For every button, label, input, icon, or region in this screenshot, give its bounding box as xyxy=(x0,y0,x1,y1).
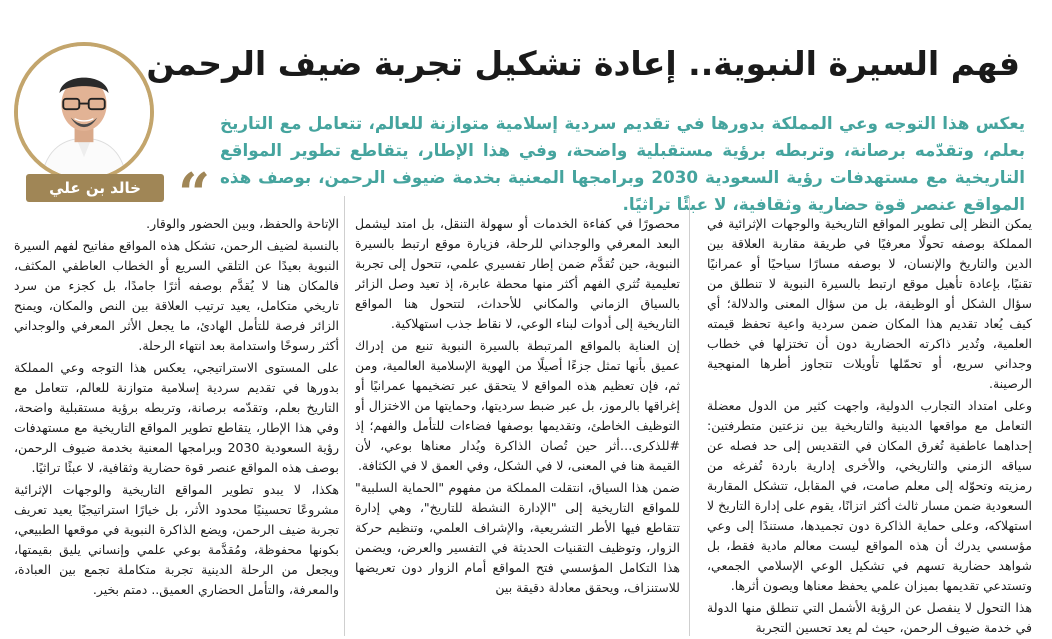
quote-open-icon: “ xyxy=(178,161,211,227)
body-paragraph: يمكن النظر إلى تطوير المواقع التاريخية والوجهات الإثرائية في المملكة بوصفه تحولًا معرفيًا في طريقة مقاربة العلاقة بين الدين والتاريخ والإنسان، لا بوصفه مسارًا سياحيًا أو عمرانيًا تقنيًا، بإعادة تأهيل موقع ارتبط بالسيرة النبوية لا تنطلق من سؤال الشكل أو الوظيفة، بل من سؤال المعنى والدلالة؛ أي كيف يُعاد تقديم هذا المكان ضمن سردية واعية تحفظ قيمته العلمية، وتُدير ذاكرته الحضارية دون أن تختزلها في خطاب وجداني سريع، أو تحمّلها تأويلات تتجاوز أطرها المنهجية الرصينة. xyxy=(707,216,1032,391)
body-paragraph: ضمن هذا السياق، انتقلت المملكة من مفهوم "الحماية السلبية" للمواقع التاريخية إلى "الإدارة النشطة للتاريخ"، وهي إدارة تتقاطع فيها الأطر التشريعية، والإشراف العلمي، وتنظيم حركة الزوار، وتوظيف التقنيات الحديثة في التفسير والعرض، ويضمن هذا التكامل المؤسسي فتح المواقع أمام الزوار دون تعريضها للاستنزاف، ويحقق معادلة دقيقة بين xyxy=(355,480,680,595)
body-paragraph: وعلى امتداد التجارب الدولية، واجهت كثير من الدول معضلة التعامل مع مواقعها الدينية والتاريخية بين نزعتين متطرفتين: إحداهما عاطفية تُغرق المكان في التقديس إلى حد فصله عن سياقه الزمني والتاريخي، والأخرى إدارية باردة تُفرغه من رمزيته وتحوّله إلى معلم صامت، في المقابل، تتشكل المقاربة السعودية ضمن مسار ثالث أكثر اتزانًا، يقوم على إدارة التاريخ لا استهلاكه، وعلى حماية الذاكرة دون تجميدها، مستندًا إلى وعي مؤسسي يدرك أن هذه المواقع ليست معالم مادية فقط، بل شواهد حضارية تسهم في تشكيل الوعي الإسلامي الجمعي، وتستدعي تقديمها بميزان علمي يحفظ معناها ويصون أثرها. xyxy=(707,398,1032,593)
article-column-2 xyxy=(355,214,680,638)
body-paragraph: على المستوى الاستراتيجي، يعكس هذا التوجه وعي المملكة بدورها في تقديم سردية إسلامية متوازنة للعالم، تتعامل مع التاريخ بعلم، وتقدّمه برصانة، وتربطه برؤية مستقبلية واضحة، وفي هذا الإطار، يتقاطع تطوير المواقع التاريخية مع مستهدفات رؤية السعودية 2030 وبرامجها المعنية بخدمة ضيوف الرحمن، بوصف هذه المواقع عنصر قوة حضارية وثقافية، لا عبئًا تراثيًا. xyxy=(14,360,339,475)
article-column-3 xyxy=(14,214,339,638)
column-divider xyxy=(689,196,690,636)
author-name: خالد بن علي المطرفي xyxy=(26,174,164,202)
body-paragraph: هذا التحول لا ينفصل عن الرؤية الأشمل التي تنطلق منها الدولة في خدمة ضيوف الرحمن، حيث لم يعد تحسين التجربة xyxy=(707,600,1032,635)
body-paragraph: الإتاحة والحفظ، وبين الحضور والوقار. xyxy=(146,216,339,231)
body-paragraph: هكذا، لا يبدو تطوير المواقع التاريخية والوجهات الإثرائية مشروعًا تحسينيًا محدود الأثر، بل خيارًا استراتيجيًا يعيد تعريف تجربة ضيف الرحمن، ويضع الذاكرة النبوية في موقعها الطبيعي، بكونها محفوظة، ومُقدَّمة بوعي علمي وإنساني يليق بقيمتها، ويجعل من الرحلة الدينية تجربة متكاملة تجمع بين العبادة، والمعرفة، والتأمل الحضاري العميق.. دمتم بخير. xyxy=(14,482,339,597)
author-photo xyxy=(14,42,154,182)
body-paragraph: إن العناية بالمواقع المرتبطة بالسيرة النبوية تنبع من إدراك عميق بأنها تمثل جزءًا أصيلًا من الهوية الإسلامية العالمية، ومن ثم، فإن تعظيم هذه المواقع لا يتحقق عبر تضخيمها عمرانيًا أو إغراقها بالرموز، بل عبر ضبط سرديتها، وحمايتها من الاختزال أو التوظيف الخاطئ، وتقديمها بوصفها فضاءات للتأمل والفهم؛ إذ #للذكرى…أثر حين تُصان الذاكرة ويُدار معناها بوعي، لأن القيمة هنا في المعنى، لا في الشكل، وفي العمق لا في الكثافة. xyxy=(355,338,680,473)
article-column-1 xyxy=(707,214,1032,638)
pullquote: يعكس هذا التوجه وعي المملكة بدورها في تقديم سردية إسلامية متوازنة للعالم، تتعامل مع التاريخ بعلم، وتقدّمه برصانة، وتربطه برؤية مستقبلية واضحة، وفي هذا الإطار، يتقاطع تطوير المواقع التاريخية مع مستهدفات رؤية السعودية 2030 وبرامجها المعنية بخدمة ضيوف الرحمن، بوصف هذه المواقع عنصر قوة حضارية وثقافية، لا عبئًا تراثيًا. xyxy=(220,113,1025,214)
body-paragraph: بالنسبة لضيف الرحمن، تشكل هذه المواقع مفاتيح لفهم السيرة النبوية بعيدًا عن التلقي السريع أو الخطاب العاطفي المكثف، فالمكان هنا لا يُقدَّم بوصفه أثرًا جامدًا، بل كجزء من سرد تاريخي متكامل، يعيد ترتيب العلاقة بين النص والمكان، ويمنح الزائر فرصة للتأمل الهادئ، ما يجعل الأثر المعرفي والوجداني أكثر رسوخًا واستدامة بعد انتهاء الرحلة. xyxy=(14,238,339,353)
body-paragraph: محصورًا في كفاءة الخدمات أو سهولة التنقل، بل امتد ليشمل البعد المعرفي والوجداني للرحلة، فزيارة موقع ارتبط بالسيرة النبوية، حين تُقدَّم ضمن إطار تفسيري علمي، تتحول إلى تجربة تعليمية تُثري الفهم أكثر منها محطة عابرة، إذ تعيد وصل الزائر بالسياق الزماني والمكاني للأحداث، لتتحول هنا المواقع التاريخية إلى أدوات لبناء الوعي، لا نقاط جذب استهلاكية. xyxy=(355,216,680,331)
column-divider xyxy=(344,196,345,636)
article-title: فهم السيرة النبوية.. إعادة تشكيل تجربة ضيف الرحمن xyxy=(146,44,1020,83)
